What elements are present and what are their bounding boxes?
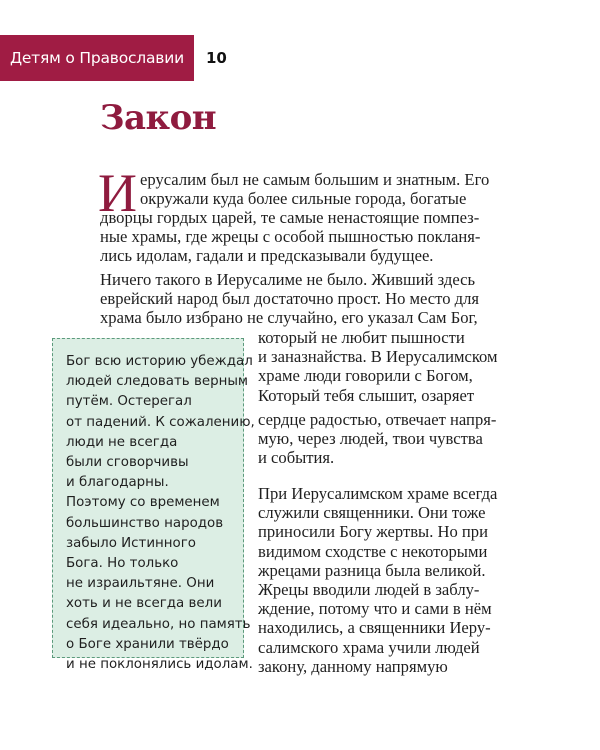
text-line: Который тебя слышит, озаряет xyxy=(258,385,475,405)
text-line: мую, через людей, твои чувства xyxy=(258,429,483,449)
text-line: приносили Богу жертвы. Но при xyxy=(258,522,488,542)
drop-cap: И xyxy=(98,163,137,223)
text-line: ерусалим был не самым большим и знатным. Его xyxy=(140,170,490,189)
text-line: окружали куда более сильные города, богатые xyxy=(140,189,467,209)
text-line: ждение, потому что и сами в нём xyxy=(258,599,492,619)
sidebar-text xyxy=(66,352,255,675)
sidebar-line: и не поклонялись идолам. xyxy=(66,657,253,673)
text-line: и события. xyxy=(258,448,335,468)
sidebar-line: о Боге хранили твёрдо xyxy=(66,636,229,652)
text-line: храма было избрано не случайно, его указал Сам Бог, xyxy=(100,308,478,328)
sidebar-line: не израильтяне. Они xyxy=(66,576,215,592)
sidebar-line: люди не всегда xyxy=(66,434,178,450)
text-line: храме люди говорили с Богом, xyxy=(258,366,473,386)
paragraph-2-wrapped xyxy=(258,328,498,405)
sidebar-line: Поэтому со временем xyxy=(66,495,220,511)
section-header xyxy=(0,35,194,81)
sidebar-line: себя идеально, но память xyxy=(66,616,251,632)
section-title: Детям о Православии xyxy=(9,49,184,67)
page-number: 10 xyxy=(206,49,227,67)
text-line: лись идолам, гадали и предсказывали будущее. xyxy=(100,246,434,266)
text-line: салимского храма учили людей xyxy=(258,637,480,657)
text-line: закону, данному напрямую xyxy=(258,656,448,676)
text-line: сердце радостью, отвечает напря- xyxy=(258,410,497,429)
sidebar-line: Бога. Но только xyxy=(66,556,179,572)
text-line: Ничего такого в Иерусалиме не было. Живший здесь xyxy=(100,270,476,289)
text-line: ные храмы, где жрецы с особой пышностью покланя- xyxy=(100,227,481,247)
sidebar-line: большинство народов xyxy=(66,515,224,531)
text-line: При Иерусалимском храме всегда xyxy=(258,484,498,503)
paragraph-2-end xyxy=(258,410,496,468)
sidebar-line: от падений. К сожалению, xyxy=(66,414,255,430)
text-line: видимом сходстве с некоторыми xyxy=(258,541,488,561)
paragraph-3 xyxy=(258,484,497,676)
sidebar-line: забыло Истинного xyxy=(66,535,196,551)
paragraph-1-head xyxy=(140,170,489,208)
text-line: и заназнайства. В Иерусалимском xyxy=(258,347,498,367)
text-line: находились, а священники Иеру- xyxy=(258,618,491,638)
text-line: служили священники. Они тоже xyxy=(258,503,486,523)
text-line: который не любит пышности xyxy=(258,328,465,347)
sidebar-line: Бог всю историю убеждал xyxy=(66,354,253,369)
sidebar-line: людей следовать верным xyxy=(66,374,249,390)
paragraph-1-body xyxy=(100,208,480,266)
sidebar-line: были сговорчивы xyxy=(66,455,189,471)
sidebar-line: и благодарны. xyxy=(66,475,169,491)
paragraph-2 xyxy=(100,270,479,328)
text-line: Жрецы вводили людей в заблу- xyxy=(258,580,480,600)
text-line: дворцы гордых царей, те самые ненастоящие помпез- xyxy=(100,208,480,227)
sidebar-line: хоть и не всегда вели xyxy=(66,596,222,612)
sidebar-line: путём. Остерегал xyxy=(66,394,192,410)
page-title: Закон xyxy=(100,98,217,138)
text-line: еврейский народ был достаточно прост. Но место для xyxy=(100,289,479,309)
text-line: жрецами разница была великой. xyxy=(258,560,486,580)
